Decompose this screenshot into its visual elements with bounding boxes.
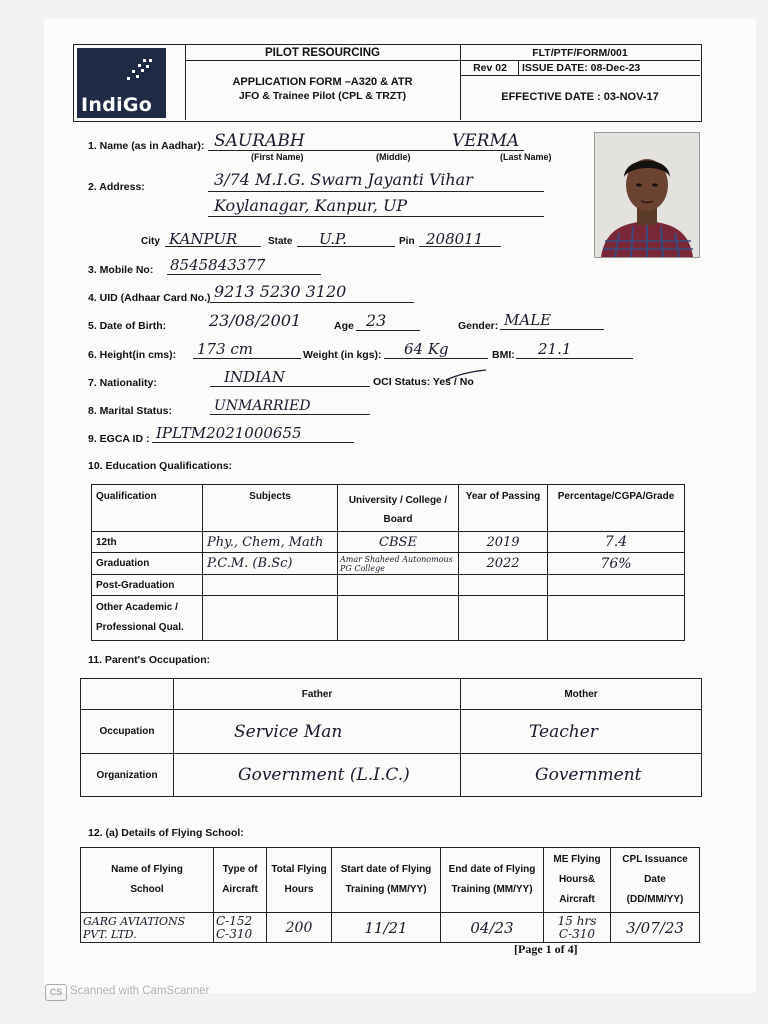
- mother-header: Mother: [461, 679, 702, 710]
- edu-row2-grade[interactable]: 76%: [548, 553, 685, 575]
- edu-header-year: Year of Passing: [459, 485, 548, 532]
- address-label: 2. Address:: [88, 181, 145, 193]
- marital-line: [210, 414, 370, 415]
- education-heading: 10. Education Qualifications:: [88, 460, 233, 472]
- pin-value[interactable]: 208011: [426, 230, 484, 248]
- mobile-value[interactable]: 8545843377: [170, 256, 266, 274]
- edu-row4-subjects[interactable]: [203, 596, 338, 641]
- fly-school-value[interactable]: GARG AVIATIONS PVT. LTD.: [81, 913, 214, 943]
- indigo-logo: [77, 48, 166, 118]
- first-name-caption: (First Name): [251, 152, 304, 162]
- edu-row1-grade[interactable]: 7.4: [548, 532, 685, 553]
- camscanner-logo: CS: [45, 984, 67, 1001]
- edu-row3-grade[interactable]: [548, 575, 685, 596]
- mobile-line: [167, 274, 321, 275]
- fly-header-school: Name of Flying School: [81, 848, 214, 913]
- flying-table: [80, 847, 700, 943]
- edu-row1-board[interactable]: CBSE: [338, 532, 459, 553]
- nationality-line: [210, 386, 370, 387]
- last-name-value[interactable]: VERMA: [452, 131, 520, 151]
- fly-header-end: End date of Flying Training (MM/YY): [441, 848, 544, 913]
- fly-header-me-hours: ME Flying Hours& Aircraft: [544, 848, 611, 913]
- mother-organization[interactable]: Government: [461, 754, 702, 797]
- edu-row3-board[interactable]: [338, 575, 459, 596]
- edu-row2-qual: Graduation: [92, 553, 203, 575]
- table-row: [81, 710, 702, 754]
- gender-label: Gender:: [458, 320, 499, 332]
- egca-line: [152, 442, 354, 443]
- fly-header-hours: Total Flying Hours: [267, 848, 332, 913]
- mobile-label: 3. Mobile No:: [88, 264, 154, 276]
- education-table: [91, 484, 685, 641]
- edu-header-grade: Percentage/CGPA/Grade: [548, 485, 685, 532]
- fly-header-start: Start date of Flying Training (MM/YY): [332, 848, 441, 913]
- edu-row3-year[interactable]: [459, 575, 548, 596]
- edu-header-subjects: Subjects: [203, 485, 338, 532]
- fly-end-value[interactable]: 04/23: [441, 913, 544, 943]
- form-code: FLT/PTF/FORM/001: [532, 47, 628, 59]
- applicant-photo-icon: [595, 133, 699, 257]
- bmi-value[interactable]: 21.1: [538, 340, 572, 358]
- fly-header-cpl-date: CPL Issuance Date (DD/MM/YY): [611, 848, 700, 913]
- parents-heading: 11. Parent's Occupation:: [88, 654, 211, 666]
- uid-label: 4. UID (Adhaar Card No.): [88, 292, 211, 304]
- form-sheet: [44, 18, 756, 993]
- organization-label: Organization: [81, 754, 174, 797]
- form-name-line2: JFO & Trainee Pilot (CPL & TRZT): [238, 90, 407, 102]
- weight-value[interactable]: 64 Kg: [404, 340, 449, 358]
- fly-start-value[interactable]: 11/21: [332, 913, 441, 943]
- form-name-line1: APPLICATION FORM –A320 & ATR: [232, 76, 413, 88]
- marital-value[interactable]: UNMARRIED: [214, 398, 311, 414]
- weight-label: Weight (in kgs):: [303, 349, 382, 361]
- age-line: [356, 330, 420, 331]
- height-value[interactable]: 173 cm: [197, 340, 254, 358]
- height-line: [193, 358, 301, 359]
- edu-row2-board[interactable]: Amar Shaheed Autonomous PG College: [338, 553, 459, 575]
- gender-value[interactable]: MALE: [504, 311, 552, 329]
- first-name-value[interactable]: SAURABH: [214, 131, 305, 151]
- applicant-photo: [594, 132, 700, 258]
- oci-status-label: OCI Status: Yes / No: [373, 376, 474, 388]
- effective-date: EFFECTIVE DATE : 03-NOV-17: [501, 91, 659, 103]
- table-row: [81, 913, 700, 943]
- father-organization[interactable]: Government (L.I.C.): [174, 754, 461, 797]
- dob-value[interactable]: 23/08/2001: [209, 311, 302, 330]
- occupation-label: Occupation: [81, 710, 174, 754]
- city-value[interactable]: KANPUR: [169, 230, 238, 248]
- last-name-caption: (Last Name): [500, 152, 552, 162]
- father-header: Father: [174, 679, 461, 710]
- city-label: City: [141, 236, 160, 247]
- address-line-1: [208, 191, 544, 192]
- edu-row3-qual: Post-Graduation: [92, 575, 203, 596]
- parents-table: [80, 678, 702, 797]
- edu-row2-year[interactable]: 2022: [459, 553, 548, 575]
- bmi-line: [516, 358, 633, 359]
- camscanner-watermark: Scanned with CamScanner: [70, 985, 210, 997]
- nationality-label: 7. Nationality:: [88, 377, 157, 389]
- weight-line: [384, 358, 488, 359]
- age-value[interactable]: 23: [366, 311, 387, 330]
- header-hline-right2: [460, 75, 700, 76]
- fly-hours-value[interactable]: 200: [267, 913, 332, 943]
- edu-header-board: University / College / Board: [338, 485, 459, 532]
- edu-row1-year[interactable]: 2019: [459, 532, 548, 553]
- table-row: [81, 754, 702, 797]
- header-title: PILOT RESOURCING: [264, 47, 380, 59]
- table-row: [92, 575, 685, 596]
- edu-row3-subjects[interactable]: [203, 575, 338, 596]
- edu-row1-subjects[interactable]: Phy., Chem, Math: [203, 532, 338, 553]
- issue-date: ISSUE DATE: 08-Dec-23: [522, 62, 641, 74]
- oci-strike-mark-icon: [444, 368, 488, 384]
- fly-cpl-date-value[interactable]: 3/07/23: [611, 913, 700, 943]
- father-occupation[interactable]: Service Man: [174, 710, 461, 754]
- height-label: 6. Height(in cms):: [88, 349, 177, 361]
- pin-label: Pin: [399, 236, 415, 247]
- logo-text: IndiGo: [81, 94, 153, 116]
- state-label: State: [268, 236, 293, 247]
- table-row: [92, 553, 685, 575]
- edu-row4-board[interactable]: [338, 596, 459, 641]
- mother-occupation[interactable]: Teacher: [461, 710, 702, 754]
- edu-row4-year[interactable]: [459, 596, 548, 641]
- egca-value[interactable]: IPLTM2021000655: [156, 424, 302, 442]
- middle-name-caption: (Middle): [376, 152, 411, 162]
- uid-value[interactable]: 9213 5230 3120: [214, 282, 347, 301]
- page-number: [Page 1 of 4]: [514, 942, 578, 956]
- rev-divider: [518, 60, 519, 75]
- address-line1-value[interactable]: 3/74 M.I.G. Swarn Jayanti Vihar: [214, 170, 473, 189]
- plane-dots-icon: [123, 56, 157, 84]
- dob-label: 5. Date of Birth:: [88, 320, 167, 332]
- table-row: [92, 532, 685, 553]
- table-row: [92, 596, 685, 641]
- rev-number: Rev 02: [473, 62, 507, 74]
- age-label: Age: [334, 320, 354, 332]
- gender-line: [500, 329, 604, 330]
- address-line2-value[interactable]: Koylanagar, Kanpur, UP: [214, 196, 408, 215]
- edu-row4-grade[interactable]: [548, 596, 685, 641]
- marital-label: 8. Marital Status:: [88, 405, 173, 417]
- name-label: 1. Name (as in Aadhar):: [88, 140, 205, 152]
- bmi-label: BMI:: [492, 349, 515, 361]
- nationality-value[interactable]: INDIAN: [224, 368, 285, 386]
- edu-row1-qual: 12th: [92, 532, 203, 553]
- parents-header-blank: [81, 679, 174, 710]
- edu-header-qualification: Qualification: [92, 485, 203, 532]
- fly-me-hours-value[interactable]: 15 hrs C-310: [544, 913, 611, 943]
- flying-heading: 12. (a) Details of Flying School:: [88, 827, 244, 839]
- address-line-2: [208, 216, 544, 217]
- header-hline-right: [460, 60, 700, 61]
- edu-row4-qual: Other Academic / Professional Qual.: [92, 596, 203, 641]
- header-hline-mid: [185, 60, 460, 61]
- edu-row2-subjects[interactable]: P.C.M. (B.Sc): [203, 553, 338, 575]
- egca-label: 9. EGCA ID :: [88, 433, 150, 445]
- fly-aircraft-value[interactable]: C-152 C-310: [214, 913, 267, 943]
- fly-header-aircraft: Type of Aircraft: [214, 848, 267, 913]
- uid-line: [210, 302, 414, 303]
- state-value[interactable]: U.P.: [319, 230, 347, 248]
